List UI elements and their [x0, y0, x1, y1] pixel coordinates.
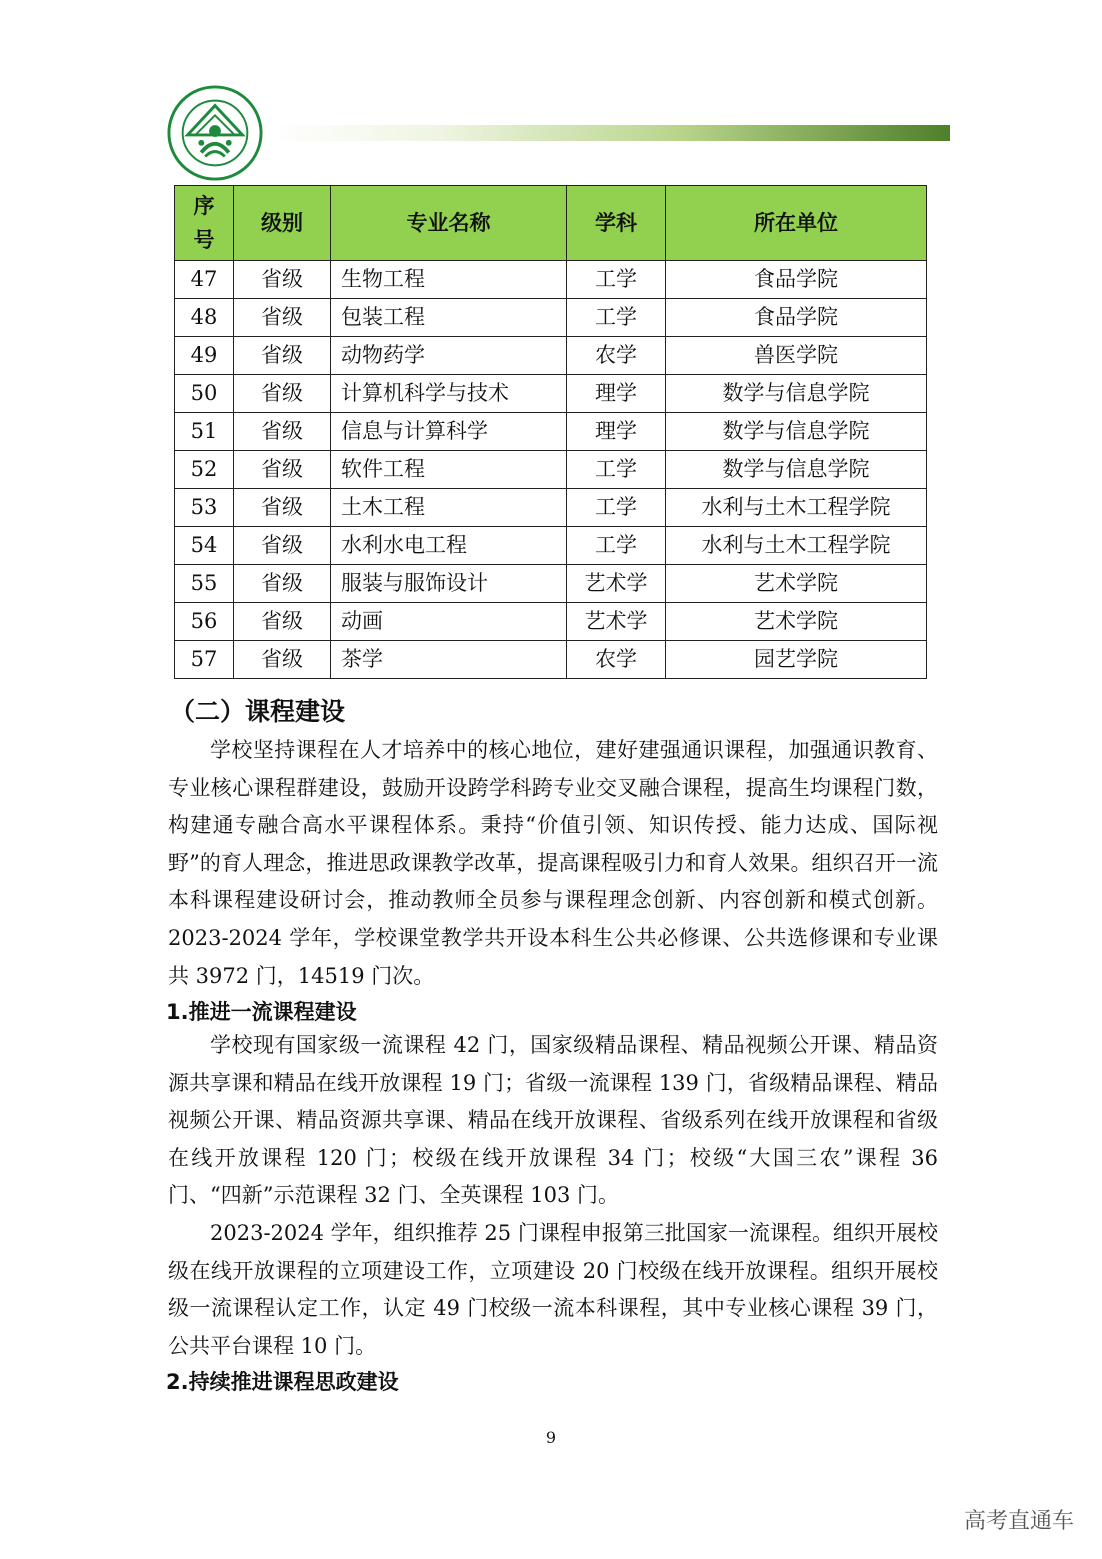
- cell-unit: 兽医学院: [666, 337, 927, 375]
- cell-major-name: 水利水电工程: [331, 527, 567, 565]
- cell-discipline: 工学: [567, 299, 666, 337]
- cell-discipline: 工学: [567, 261, 666, 299]
- cell-unit: 数学与信息学院: [666, 375, 927, 413]
- cell-discipline: 工学: [567, 451, 666, 489]
- cell-discipline: 艺术学: [567, 565, 666, 603]
- paragraph-course-construction: 学校坚持课程在人才培养中的核心地位，建好建强通识课程，加强通识教育、专业核心课程群建设，鼓励开设跨学科跨专业交叉融合课程，提高生均课程门数，构建通专融合高水平课程体系。秉持“价值引领、知识传授、能力达成、国际视野”的育人理念，推进思政课教学改革，提高课程吸引力和育人效果。组织召开一流本科课程建设研讨会，推动教师全员参与课程理念创新、内容创新和模式创新。2023-2024 学年，学校课堂教学共开设本科生公共必修课、公共选修课和专业课共 3972 门，14519 门次。: [168, 738, 938, 988]
- header-serial: 序号: [175, 186, 234, 261]
- cell-major-name: 动画: [331, 603, 567, 641]
- table-row: [175, 565, 927, 603]
- header-unit: 所在单位: [666, 186, 927, 261]
- cell-serial: 57: [175, 641, 234, 679]
- table-row: [175, 413, 927, 451]
- cell-major-name: 茶学: [331, 641, 567, 679]
- header-gradient-bar: [270, 125, 950, 141]
- paragraph-first-class-courses: 学校现有国家级一流课程 42 门，国家级精品课程、精品视频公开课、精品资源共享课和精品在线开放课程 19 门；省级一流课程 139 门，省级精品课程、精品视频公开课、精品资源共享课、精品在线开放课程、省级系列在线开放课程和省级在线开放课程 120 门；校级在线开放课程 34 门；校级“大国三农”课程 36 门、“四新”示范课程 32 门、全英课程 103 门。: [168, 1033, 938, 1208]
- page-number: 9: [545, 1428, 557, 1447]
- majors-table: [174, 185, 927, 679]
- cell-serial: 55: [175, 565, 234, 603]
- cell-unit: 食品学院: [666, 299, 927, 337]
- cell-level: 省级: [234, 489, 331, 527]
- cell-serial: 54: [175, 527, 234, 565]
- subtitle-first-class-courses: 1.推进一流课程建设: [166, 1000, 357, 1024]
- cell-serial: 50: [175, 375, 234, 413]
- cell-discipline: 农学: [567, 337, 666, 375]
- cell-major-name: 包装工程: [331, 299, 567, 337]
- cell-level: 省级: [234, 527, 331, 565]
- cell-serial: 47: [175, 261, 234, 299]
- cell-level: 省级: [234, 603, 331, 641]
- table-row: [175, 489, 927, 527]
- cell-serial: 49: [175, 337, 234, 375]
- header-major-name: 专业名称: [331, 186, 567, 261]
- table-row: [175, 527, 927, 565]
- cell-level: 省级: [234, 261, 331, 299]
- table-body: [175, 261, 927, 679]
- paragraph-annual-course-work: 2023-2024 学年，组织推荐 25 门课程申报第三批国家一流课程。组织开展校级在线开放课程的立项建设工作，立项建设 20 门校级在线开放课程。组织开展校级一流课程认定工作，认定 49 门校级一流本科课程，其中专业核心课程 39 门，公共平台课程 10 门。: [168, 1221, 938, 1358]
- header-level: 级别: [234, 186, 331, 261]
- majors-table-wrapper: [174, 185, 927, 679]
- watermark: 高考直通车: [963, 1509, 1074, 1534]
- cell-unit: 艺术学院: [666, 565, 927, 603]
- cell-major-name: 软件工程: [331, 451, 567, 489]
- header-discipline: 学科: [567, 186, 666, 261]
- cell-major-name: 信息与计算科学: [331, 413, 567, 451]
- cell-serial: 48: [175, 299, 234, 337]
- cell-serial: 56: [175, 603, 234, 641]
- cell-level: 省级: [234, 375, 331, 413]
- cell-major-name: 土木工程: [331, 489, 567, 527]
- cell-major-name: 服装与服饰设计: [331, 565, 567, 603]
- table-row: [175, 261, 927, 299]
- cell-level: 省级: [234, 565, 331, 603]
- cell-level: 省级: [234, 337, 331, 375]
- cell-unit: 艺术学院: [666, 603, 927, 641]
- cell-serial: 51: [175, 413, 234, 451]
- university-logo: [166, 84, 264, 182]
- cell-unit: 园艺学院: [666, 641, 927, 679]
- cell-discipline: 工学: [567, 489, 666, 527]
- section-title: （二）课程建设: [170, 697, 346, 726]
- subtitle-ideological-courses: 2.持续推进课程思政建设: [166, 1370, 399, 1394]
- table-row: [175, 337, 927, 375]
- table-row: [175, 375, 927, 413]
- cell-major-name: 动物药学: [331, 337, 567, 375]
- cell-level: 省级: [234, 641, 331, 679]
- cell-discipline: 工学: [567, 527, 666, 565]
- cell-discipline: 理学: [567, 375, 666, 413]
- cell-level: 省级: [234, 299, 331, 337]
- cell-discipline: 理学: [567, 413, 666, 451]
- cell-unit: 水利与土木工程学院: [666, 489, 927, 527]
- cell-unit: 数学与信息学院: [666, 451, 927, 489]
- cell-serial: 52: [175, 451, 234, 489]
- cell-major-name: 计算机科学与技术: [331, 375, 567, 413]
- cell-discipline: 艺术学: [567, 603, 666, 641]
- table-row: [175, 641, 927, 679]
- cell-serial: 53: [175, 489, 234, 527]
- table-header-row: [175, 186, 927, 261]
- cell-level: 省级: [234, 451, 331, 489]
- cell-unit: 数学与信息学院: [666, 413, 927, 451]
- cell-discipline: 农学: [567, 641, 666, 679]
- cell-level: 省级: [234, 413, 331, 451]
- table-row: [175, 299, 927, 337]
- cell-major-name: 生物工程: [331, 261, 567, 299]
- cell-unit: 水利与土木工程学院: [666, 527, 927, 565]
- table-row: [175, 603, 927, 641]
- cell-unit: 食品学院: [666, 261, 927, 299]
- table-row: [175, 451, 927, 489]
